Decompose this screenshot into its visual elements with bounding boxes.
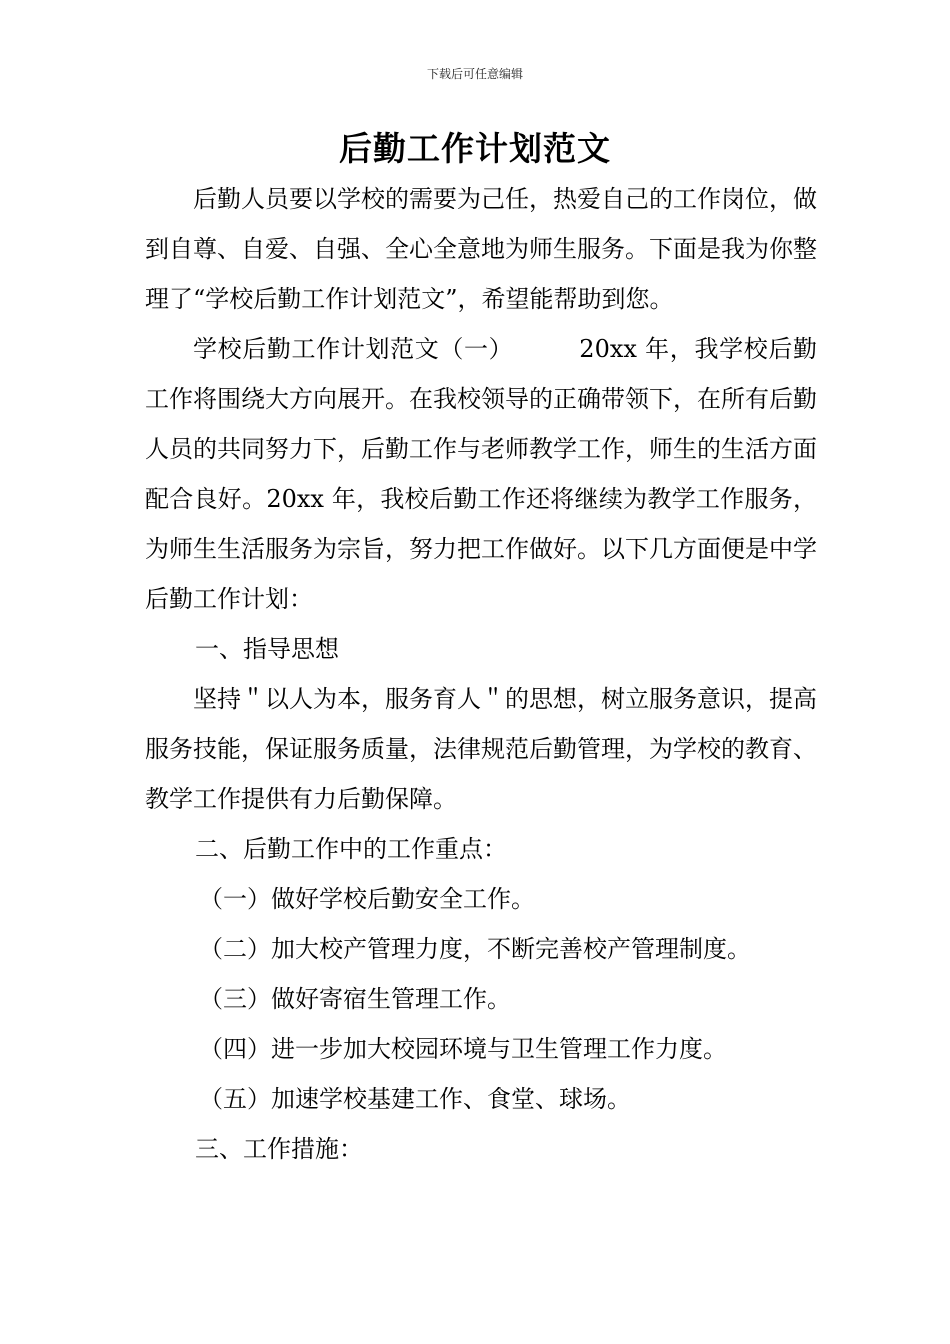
document-title: 后勤工作计划范文 [339, 129, 611, 168]
measures-heading: 三、工作措施： [195, 1135, 363, 1163]
section-one-paragraph [145, 324, 817, 624]
guiding-heading: 一、指导思想 [195, 635, 339, 663]
list-item: （二）加大校产管理力度，不断完善校产管理制度。 [199, 935, 751, 963]
key-points-heading: 二、后勤工作中的工作重点： [195, 835, 507, 863]
intro-paragraph: 后勤人员要以学校的需要为己任，热爱自己的工作岗位，做到自尊、自爱、自强、全心全意地为师生服务。下面是我为你整理了“学校后勤工作计划范文”，希望能帮助到您。 [145, 185, 817, 313]
document-body [145, 174, 817, 1174]
list-item: （五）加速学校基建工作、食堂、球场。 [199, 1085, 631, 1113]
list-item: （四）进一步加大校园环境与卫生管理工作力度。 [199, 1035, 727, 1063]
section-one-heading: 学校后勤工作计划范文（一） [193, 335, 514, 363]
section-one-body: 20xx 年，我学校后勤工作将围绕大方向展开。在我校领导的正确带领下，在所有后勤人员的共同努力下，后勤工作与老师教学工作，师生的生活方面配合良好。20xx 年，我校后勤工作还将继续为教学工作服务，为师生生活服务为宗旨，努力把工作做好。以下几方面便是中学后勤工作计划： [145, 335, 817, 613]
header-note: 下载后可任意编辑 [426, 67, 523, 81]
guiding-paragraph: 坚持＂以人为本，服务育人＂的思想，树立服务意识，提高服务技能，保证服务质量，法律规范后勤管理，为学校的教育、教学工作提供有力后勤保障。 [145, 685, 817, 813]
list-item: （三）做好寄宿生管理工作。 [199, 985, 511, 1013]
list-item: （一）做好学校后勤安全工作。 [199, 885, 535, 913]
